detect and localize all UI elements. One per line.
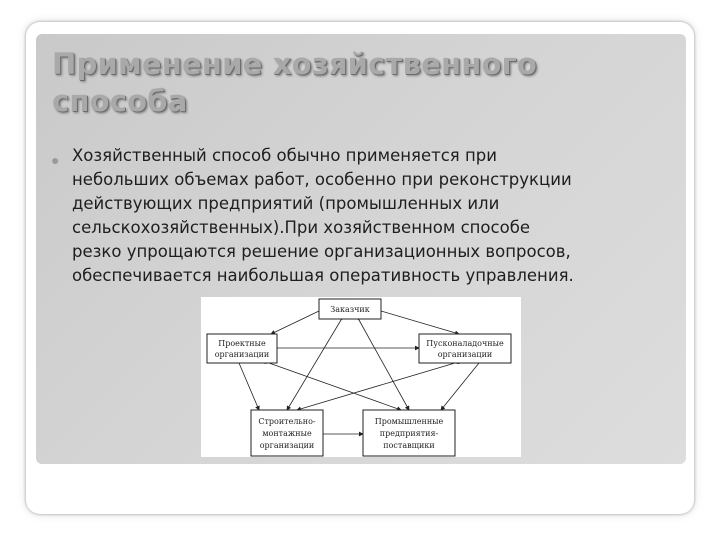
node-industrial [363,410,455,456]
connector-commissioning-industrial [441,363,479,410]
bullet-line: обеспечивается наибольшая оперативность управления. [72,266,574,285]
connector-customer-commissioning [381,311,459,334]
diagram-canvas [201,297,521,457]
node-commissioning-label-line-2: организации [437,350,493,359]
node-construction [251,410,323,456]
bullet-dot-icon: ● [51,152,60,168]
slide-title-line-2: способа [52,84,188,118]
node-industrial-label-line-1: Промышленные [374,417,444,426]
slide-title-line-1: Применение хозяйственного [52,47,538,81]
node-design [207,334,277,363]
node-construction-label-line-1: Строительно- [258,417,316,426]
bullet-text [72,144,682,288]
bullet-line: небольших объемах работ, особенно при реконструкции [72,170,572,189]
node-design-label-line-1: Проектные [218,339,266,348]
node-commissioning [419,334,511,363]
node-industrial-label-line-3: поставщики [383,441,435,450]
node-construction-label-line-2: монтажные [262,429,312,438]
connector-commissioning-construction [297,363,455,410]
node-industrial-label-line-2: предприятия- [379,429,439,438]
connector-customer-industrial [359,320,409,410]
node-construction-label-line-3: организации [259,441,315,450]
org-structure-diagram [201,297,521,457]
connector-design-industrial [269,363,401,410]
connector-design-construction [239,363,259,410]
connector-customer-construction [287,320,341,410]
connector-customer-design [271,311,319,334]
slide-title [52,46,672,120]
node-customer-label: Заказчик [330,305,370,314]
node-design-label-line-2: организации [214,350,270,359]
node-commissioning-label-line-1: Пусконаладочные [426,339,504,348]
bullet-line: действующих предприятий (промышленных или [72,194,500,213]
bullet-line: Хозяйственный способ обычно применяется при [72,146,497,165]
node-customer [319,299,381,319]
bullet-line: сельскохозяйственных).При хозяйственном способе [72,218,531,237]
bullet-line: резко упрощаются решение организационных вопросов, [72,242,571,261]
